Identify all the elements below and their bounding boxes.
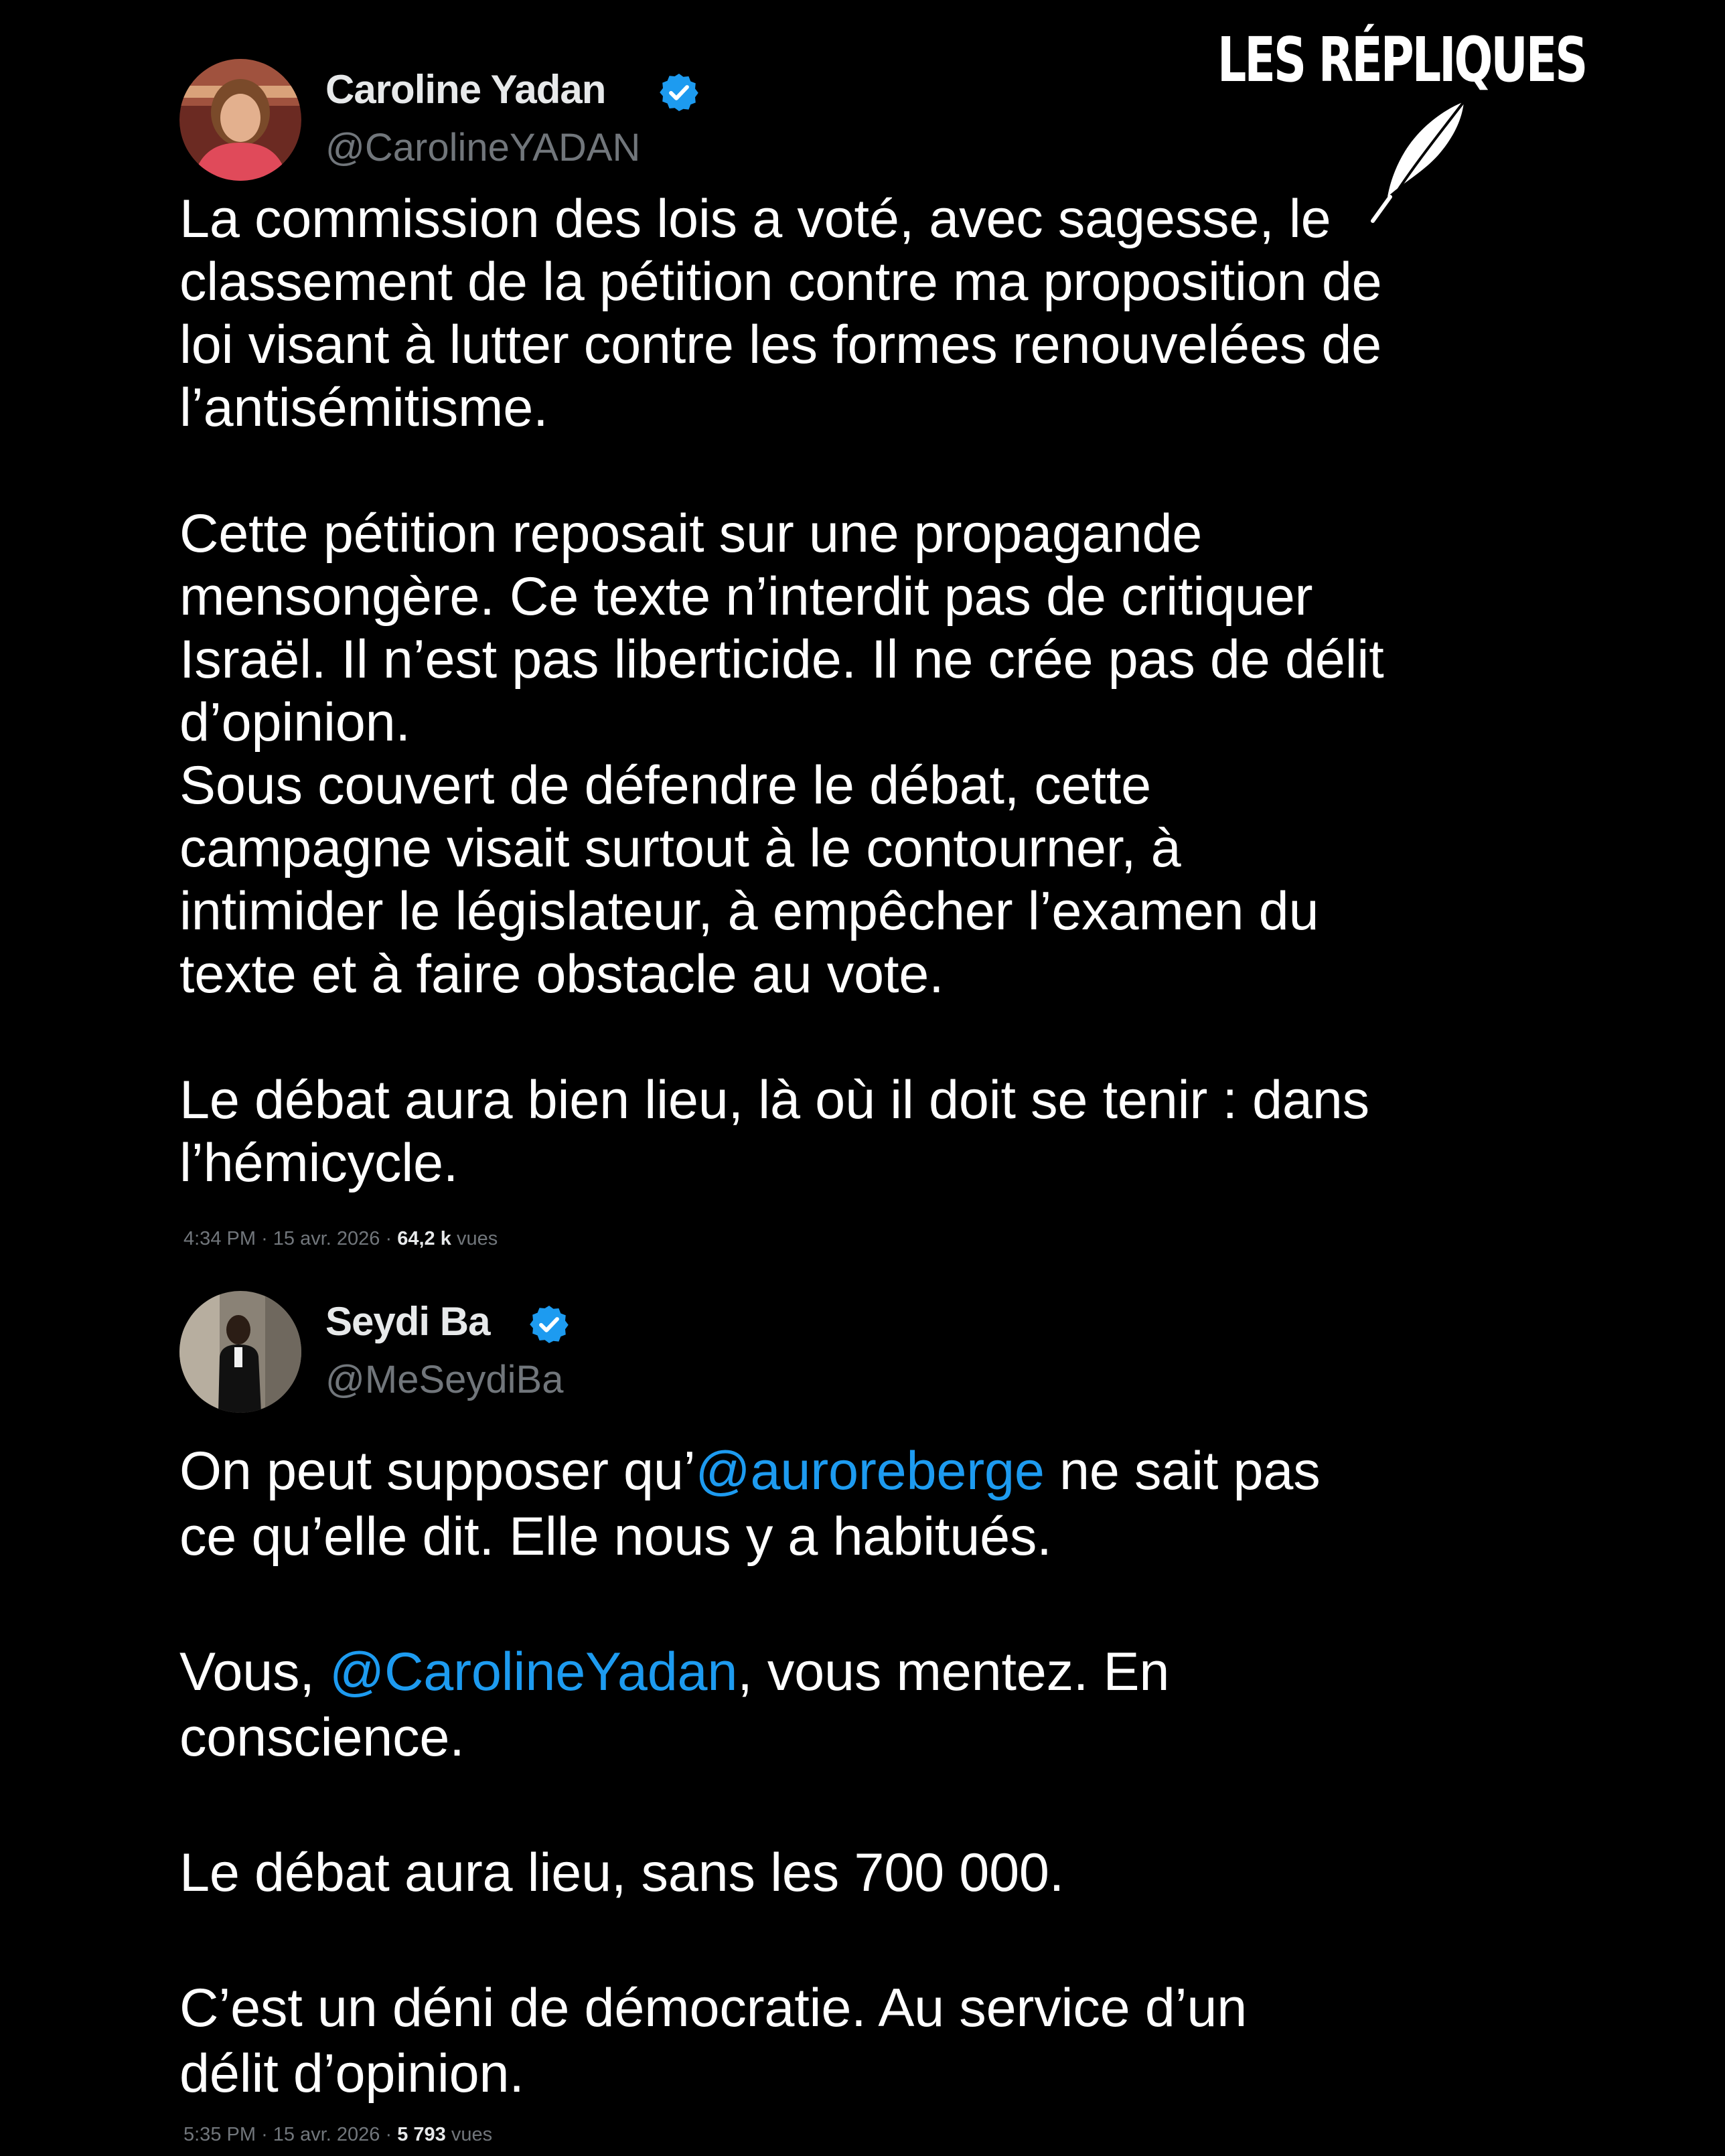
tweet-date[interactable]: 15 avr. 2026 (273, 1228, 380, 1249)
author-handle[interactable]: @CarolineYADAN (325, 126, 641, 169)
tweet-line: conscience. (179, 1707, 465, 1768)
tweet-2-header (179, 1291, 1117, 1425)
tweet-line: intimider le législateur, à empêcher l’examen du (179, 881, 1319, 941)
brand-logo (1217, 24, 1606, 197)
tweet-line: l’hémicycle. (179, 1133, 459, 1193)
verified-badge-icon (528, 1303, 571, 1346)
avatar[interactable] (179, 59, 301, 181)
text-segment: ne sait pas (1044, 1441, 1321, 1501)
meta-separator: · (261, 1228, 268, 1249)
tweet-line (179, 1438, 1626, 1504)
tweet-1-meta (183, 1229, 498, 1249)
tweet-line: C’est un déni de démocratie. Au service d’un (179, 1978, 1248, 2038)
text-segment: , vous mentez. En (737, 1642, 1170, 1702)
tweet-1-text (179, 187, 1626, 1195)
tweet-date[interactable]: 15 avr. 2026 (273, 2124, 380, 2145)
text-segment: On peut supposer qu’ (179, 1441, 696, 1501)
tweet-line: mensongère. Ce texte n’interdit pas de critiquer (179, 566, 1313, 627)
verified-badge-icon (658, 71, 700, 114)
author-name[interactable]: Caroline Yadan (325, 67, 606, 112)
tweet-line: texte et à faire obstacle au vote. (179, 944, 944, 1004)
tweet-line: loi visant à lutter contre les formes renouvelées de (179, 315, 1382, 375)
tweet-line: Israël. Il n’est pas liberticide. Il ne crée pas de délit (179, 629, 1384, 690)
avatar[interactable] (179, 1291, 301, 1413)
avatar-lawyer-robe-icon (179, 1291, 301, 1413)
views-label: vues (456, 1228, 498, 1249)
tweet-line: Sous couvert de défendre le débat, cette (179, 755, 1151, 816)
views-label: vues (451, 2124, 493, 2145)
tweet-line: l’antisémitisme. (179, 378, 548, 438)
tweet-2-meta (183, 2125, 492, 2145)
tweet-line (179, 1639, 1626, 1705)
tweet-line: Le débat aura bien lieu, là où il doit se tenir : dans (179, 1070, 1369, 1130)
tweet-line: La commission des lois a voté, avec sagesse, le (179, 189, 1331, 249)
tweet-line: Le débat aura lieu, sans les 700 000. (179, 1843, 1065, 1903)
mention-link[interactable]: @auroreberge (695, 1441, 1045, 1501)
author-handle[interactable]: @MeSeydiBa (325, 1358, 564, 1401)
meta-separator: · (385, 2124, 392, 2145)
views-count: 64,2 k (397, 1228, 451, 1249)
tweet-1-header (179, 59, 1117, 193)
tweet-time[interactable]: 5:35 PM (183, 2124, 256, 2145)
views-count: 5 793 (397, 2124, 446, 2145)
tweet-line: délit d’opinion. (179, 2044, 524, 2104)
meta-separator: · (385, 1228, 392, 1249)
tweet-line: classement de la pétition contre ma proposition de (179, 252, 1382, 312)
mention-link[interactable]: @CarolineYadan (329, 1642, 738, 1702)
tweet-line: d’opinion. (179, 692, 410, 753)
avatar-woman-portrait-icon (179, 59, 301, 181)
brand-label: LES RÉPLIQUES (1217, 24, 1586, 96)
tweet-line: campagne visait surtout à le contourner, à (179, 818, 1181, 878)
tweet-2-text (179, 1438, 1626, 2106)
text-segment: Vous, (179, 1642, 329, 1702)
tweet-line: Cette pétition reposait sur une propagande (179, 504, 1203, 564)
tweet-line: ce qu’elle dit. Elle nous y a habitués. (179, 1507, 1052, 1567)
tweet-time[interactable]: 4:34 PM (183, 1228, 256, 1249)
meta-separator: · (261, 2124, 268, 2145)
author-name[interactable]: Seydi Ba (325, 1299, 490, 1344)
